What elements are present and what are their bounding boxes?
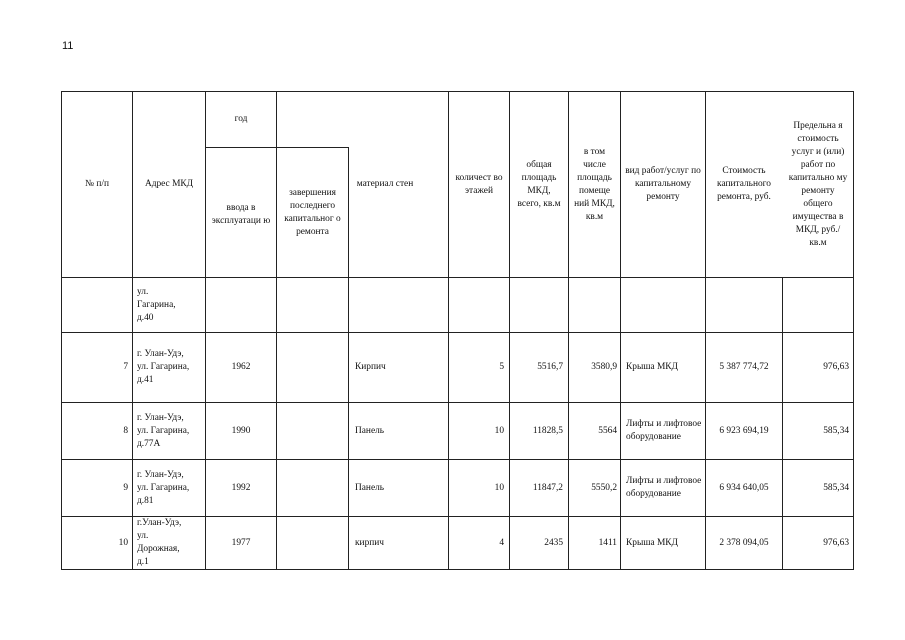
- cell-address: г.Улан-Удэ, ул. Дорожная, д.1: [137, 518, 182, 567]
- cell-floors: 10: [494, 482, 504, 493]
- cell-max-cost: 976,63: [823, 537, 849, 548]
- cell-floors: 5: [499, 362, 504, 372]
- cell-year-repair: [277, 460, 348, 516]
- header-year-commission: ввода в эксплуатаци ю: [211, 203, 271, 226]
- header-cost: Стоимость капитального ремонта, руб.: [717, 166, 771, 202]
- cell-cost: 5 387 774,72: [719, 362, 769, 372]
- cell-area-total: 11828,5: [532, 425, 563, 436]
- cell-year-commission: 1990: [231, 425, 251, 436]
- cell-material: Кирпич: [355, 362, 386, 372]
- header-num: № п/п: [85, 179, 109, 189]
- cell-area-premises: 5550,2: [591, 482, 617, 493]
- cell-area-premises: 3580,9: [591, 362, 617, 372]
- cell-material: Панель: [355, 482, 385, 493]
- cell-work-type: Крыша МКД: [626, 537, 678, 548]
- cell-cost: 2 378 094,05: [719, 537, 769, 548]
- cell-area-premises: 5564: [598, 425, 617, 436]
- cell-max-cost: 585,34: [823, 425, 849, 436]
- cell-floors: 4: [499, 537, 504, 548]
- cell-year-commission: 1992: [231, 482, 251, 493]
- cell-work-type: Лифты и лифтовое оборудование: [626, 476, 702, 499]
- cell-num: 8: [123, 425, 128, 436]
- cell-address: г. Улан-Удэ, ул. Гагарина, д.77А: [137, 412, 190, 449]
- cell-max-cost: 976,63: [823, 362, 849, 372]
- continued-row-address: ул. Гагарина, д.40: [137, 286, 176, 323]
- cell-address: г. Улан-Удэ, ул. Гагарина, д.41: [137, 349, 190, 385]
- cell-year-repair: [277, 333, 348, 402]
- cell-work-type: Крыша МКД: [626, 362, 678, 372]
- cell-area-total: 11847,2: [532, 482, 563, 493]
- cell-floors: 10: [494, 425, 504, 436]
- cell-year-repair: [277, 517, 348, 569]
- header-material: материал стен: [356, 179, 414, 189]
- header-max-cost: Предельна я стоимость услуг и (или) работ по капитально му ремонту общего имущества в МКД, руб./кв.м: [788, 120, 848, 248]
- cell-num: 10: [118, 537, 128, 548]
- cell-area-total: 5516,7: [537, 362, 563, 372]
- cell-cost: 6 934 640,05: [719, 482, 769, 493]
- cell-area-premises: 1411: [598, 537, 617, 548]
- page-number: 11: [62, 40, 74, 52]
- header-year-repair: завершения последнего капитальног о ремонта: [284, 187, 341, 237]
- cell-year-commission: 1962: [231, 362, 251, 372]
- cell-year-commission: 1977: [231, 537, 251, 548]
- cell-material: кирпич: [355, 537, 385, 548]
- cell-num: 7: [123, 362, 128, 372]
- cell-work-type: Лифты и лифтовое оборудование: [626, 419, 702, 442]
- header-year-group: год: [234, 114, 248, 124]
- header-floors: количест во этажей: [455, 172, 503, 196]
- header-area-premises: в том числе площадь помеще ний МКД, кв.м: [574, 146, 615, 222]
- cell-max-cost: 585,34: [823, 482, 849, 493]
- cell-material: Панель: [355, 425, 385, 436]
- cell-area-total: 2435: [544, 537, 563, 548]
- cell-num: 9: [123, 482, 128, 493]
- header-area-total: общая площадь МКД, всего, кв.м: [517, 159, 561, 209]
- header-work-type: вид работ/услуг по капитальному ремонту: [625, 166, 701, 202]
- cell-cost: 6 923 694,19: [719, 425, 769, 436]
- header-address: Адрес МКД: [144, 179, 194, 189]
- cell-year-repair: [277, 403, 348, 459]
- cell-address: г. Улан-Удэ, ул. Гагарина, д.81: [137, 469, 190, 506]
